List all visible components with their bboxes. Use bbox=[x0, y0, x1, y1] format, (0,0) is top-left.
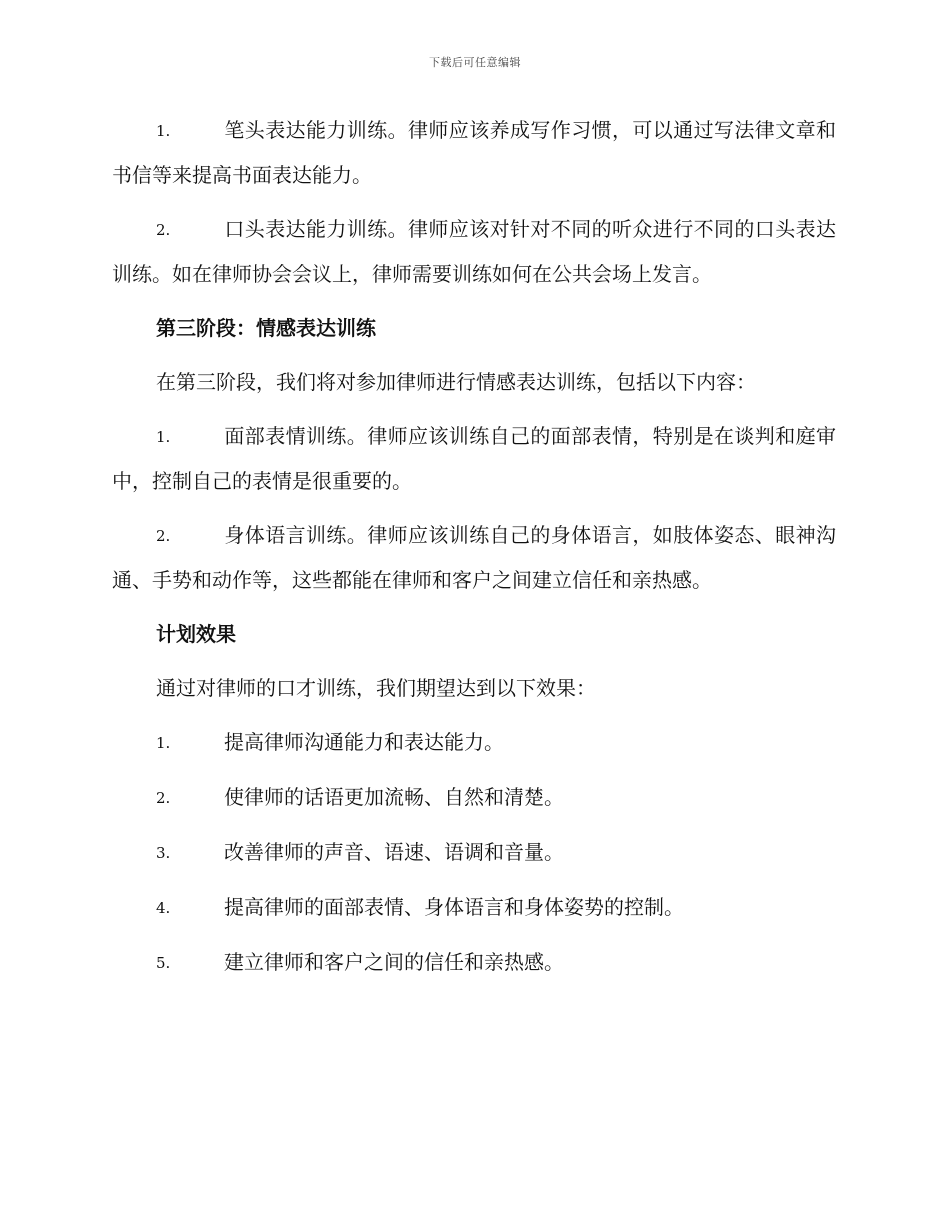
section-heading-effect: 计划效果 bbox=[156, 622, 236, 646]
list-number: 2. bbox=[156, 789, 171, 807]
list-number: 4. bbox=[156, 899, 171, 917]
list-item bbox=[112, 513, 836, 602]
list-item bbox=[112, 940, 836, 985]
list-item bbox=[112, 775, 836, 820]
section-intro-effect: 通过对律师的口才训练，我们期望达到以下效果： bbox=[156, 676, 596, 700]
list-text: 建立律师和客户之间的信任和亲热感。 bbox=[224, 950, 564, 974]
list-text: 口头表达能力训练。律师应该对针对不同的听众进行不同的口头表达训练。如在律师协会会议上，律师需要训练如何在公共会场上发言。 bbox=[112, 217, 836, 286]
list-number: 2. bbox=[156, 527, 171, 545]
list-text: 使律师的话语更加流畅、自然和清楚。 bbox=[224, 785, 564, 809]
list-number: 1. bbox=[156, 734, 171, 752]
page-header: 下载后可任意编辑 bbox=[429, 56, 521, 69]
list-number: 2. bbox=[156, 221, 171, 239]
section-heading-stage3: 第三阶段：情感表达训练 bbox=[156, 316, 376, 340]
list-text: 改善律师的声音、语速、语调和音量。 bbox=[224, 840, 564, 864]
document-body bbox=[112, 108, 836, 995]
list-text: 提高律师的面部表情、身体语言和身体姿势的控制。 bbox=[224, 895, 684, 919]
list-number: 3. bbox=[156, 844, 171, 862]
list-item bbox=[112, 720, 836, 765]
list-number: 5. bbox=[156, 954, 171, 972]
list-number: 1. bbox=[156, 428, 171, 446]
list-text: 身体语言训练。律师应该训练自己的身体语言，如肢体姿态、眼神沟通、手势和动作等，这些都能在律师和客户之间建立信任和亲热感。 bbox=[112, 523, 836, 592]
list-text: 笔头表达能力训练。律师应该养成写作习惯，可以通过写法律文章和书信等来提高书面表达能力。 bbox=[112, 118, 836, 187]
list-number: 1. bbox=[156, 122, 171, 140]
list-item bbox=[112, 108, 836, 197]
section-intro-stage3: 在第三阶段，我们将对参加律师进行情感表达训练，包括以下内容： bbox=[156, 370, 756, 394]
list-item bbox=[112, 885, 836, 930]
list-text: 提高律师沟通能力和表达能力。 bbox=[224, 730, 504, 754]
list-item bbox=[112, 414, 836, 503]
list-text: 面部表情训练。律师应该训练自己的面部表情，特别是在谈判和庭审中，控制自己的表情是很重要的。 bbox=[112, 424, 836, 493]
list-item bbox=[112, 830, 836, 875]
list-item bbox=[112, 207, 836, 296]
